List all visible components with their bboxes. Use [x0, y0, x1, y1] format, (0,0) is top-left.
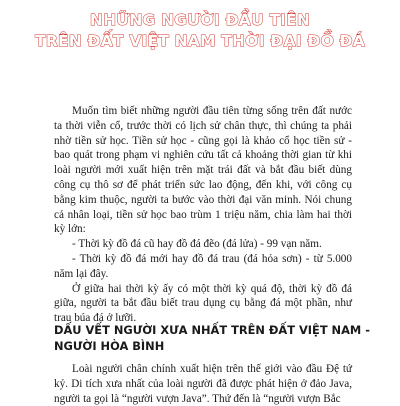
intro-paragraph-1: Muốn tìm biết những người đầu tiên từng sống trên đất nước ta thời viễn cổ, trước thời có lịch sử chân thực, thì chúng ta phải nhờ tiền sử học. Tiền sử học - cũng gọi là khảo cổ học tiền sử - bao quát trong phạm vi nghiên cứu tất cả khoảng thời gian từ khi loài người mới xuất hiện trên mặt trái đất và bắt đầu biết dùng công cụ thô sơ để phát triển sức lao động, đến khi, với công cụ bằng kim thuộc, người ta bước vào thời đại văn minh. Nói chung cả nhân loại, tiền sử học bao trùm 1 triệu năm, chia làm hai thời kỳ lớn: [54, 105, 352, 236]
section-heading [54, 322, 370, 354]
intro-list-item-1: - Thời kỳ đồ đá cũ hay đồ đá đẽo (đá lửa) - 99 vạn năm. [72, 238, 322, 251]
chapter-title-line-1: NHỮNG NGƯỜI ĐẦU TIÊN [89, 11, 311, 29]
chapter-title [0, 10, 400, 52]
intro-list-item-2: - Thời kỳ đồ đá mới hay đồ đá trau (đá hỏa sơn) - từ 5.000 năm lại đây. [54, 252, 352, 280]
section-heading-line-1: DẤU VẾT NGƯỜI XƯA NHẤT TRÊN ĐẤT VIỆT NAM - [54, 323, 370, 337]
section-text [54, 362, 352, 406]
chapter-title-line-2: TRÊN ĐẤT VIỆT NAM THỜI ĐẠI ĐỒ ĐÁ [35, 32, 365, 50]
intro-paragraph-2: Ở giữa hai thời kỳ ấy có một thời kỳ quá độ, thời kỳ đồ đá giữa, người ta bắt đầu biết trau dụng cụ bằng đá một phần, như trau búa đá ở lưỡi. [54, 282, 352, 325]
intro-text [54, 104, 352, 326]
section-paragraph-1: Loài người chân chính xuất hiện trên thế giới vào đầu Đệ tứ kỷ. Di tích xưa nhất của loài người đã được phát hiện ở đảo Java, người ta gọi là “người vượn Java”. Thứ đến là “người vượn Bắc [54, 363, 352, 405]
section-heading-line-2: NGƯỜI HÒA BÌNH [54, 339, 165, 353]
